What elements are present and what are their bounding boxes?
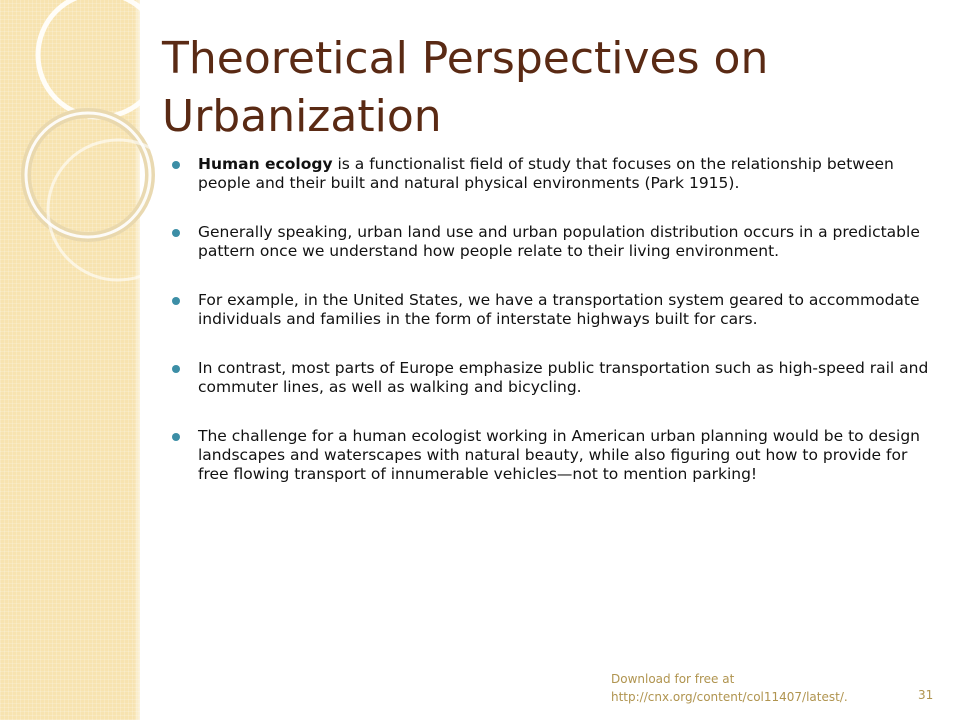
bullet-text: is a functionalist field of study that focuses on the relationship between people and their built and natural physical environments (Park 1915). [198, 155, 894, 192]
bullet-text: Generally speaking, urban land use and urban population distribution occurs in a predictable pattern once we understand how people relate to their living environment. [198, 223, 920, 260]
bullet-dot-icon [172, 229, 180, 237]
bullet-text: The challenge for a human ecologist working in American urban planning would be to design landscapes and waterscapes with natural beauty, while also figuring out how to provide for free flowing transport of innumerable vehicles—not to mention parking! [198, 427, 920, 483]
bullet-dot-icon [172, 365, 180, 373]
bullet-item [160, 291, 940, 329]
slide-title [162, 30, 922, 146]
bullet-text: In contrast, most parts of Europe emphasize public transportation such as high-speed rail and commuter lines, as well as walking and bicycling. [198, 359, 929, 396]
bullet-item [160, 427, 940, 484]
bullet-item [160, 155, 940, 193]
decorative-circles-graphic [0, 0, 160, 340]
bullet-dot-icon [172, 433, 180, 441]
footer-download-note [611, 670, 848, 706]
bullet-item [160, 359, 940, 397]
bullet-dot-icon [172, 297, 180, 305]
footer-line-1: Download for free at [611, 672, 735, 686]
title-line-1: Theoretical Perspectives on [162, 33, 769, 84]
title-line-2: Urbanization [162, 91, 442, 142]
bullet-item [160, 223, 940, 261]
slide-number: 31 [918, 688, 934, 702]
bullet-dot-icon [172, 161, 180, 169]
bullet-bold-term: Human ecology [198, 155, 333, 173]
footer-link[interactable]: http://cnx.org/content/col11407/latest/. [611, 690, 848, 704]
bullet-list [160, 155, 940, 484]
bullet-text: For example, in the United States, we have a transportation system geared to accommodate individuals and families in the form of interstate highways built for cars. [198, 291, 920, 328]
